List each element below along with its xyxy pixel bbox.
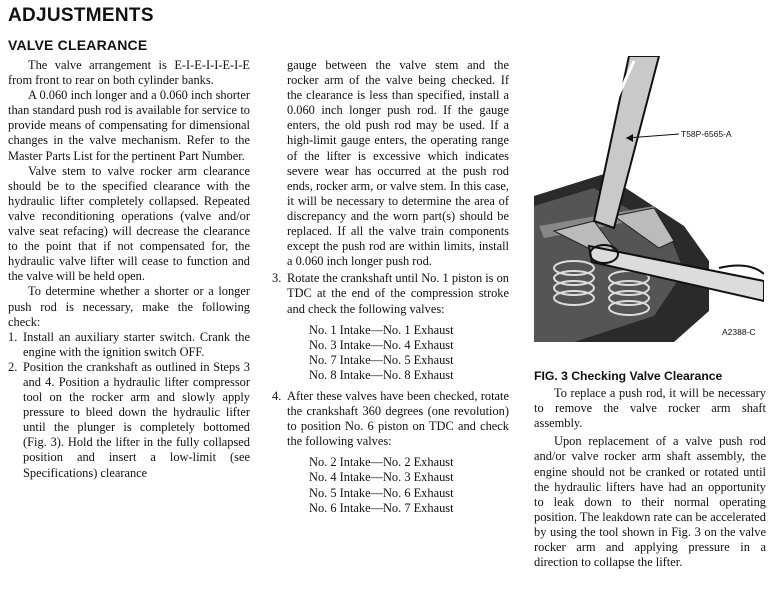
step-number: 1. — [8, 329, 18, 344]
page-heading: ADJUSTMENTS — [8, 5, 154, 26]
valve-list-item: No. 7 Intake—No. 5 Exhaust — [309, 352, 454, 367]
step-number: 3. — [272, 271, 282, 286]
valve-list-item: No. 4 Intake—No. 3 Exhaust — [309, 470, 454, 485]
step-text: Rotate the crankshaft until No. 1 piston is on TDC at the end of the compression stroke and check the following valves: — [287, 271, 509, 316]
step-number: 2. — [8, 359, 18, 374]
paragraph: To determine whether a shorter or a longer push rod is necessary, make the following check: — [8, 284, 250, 329]
valve-list-item: No. 1 Intake—No. 1 Exhaust — [309, 322, 454, 337]
step-3 — [272, 271, 509, 316]
section-heading: VALVE CLEARANCE — [8, 37, 148, 53]
figure-code-label: A2388-C — [722, 327, 756, 337]
step-1 — [8, 330, 250, 360]
valve-list-item: No. 8 Intake—No. 8 Exhaust — [309, 367, 454, 382]
valve-list-item: No. 3 Intake—No. 4 Exhaust — [309, 337, 454, 352]
step-text: Install an auxiliary starter switch. Crank the engine with the ignition switch OFF. — [23, 329, 250, 359]
step-4 — [272, 389, 509, 449]
paragraph: Valve stem to valve rocker arm clearance should be to the specified clearance with the hydraulic lifter completely collapsed. Repeated valve reconditioning operations (valve and/or valve seat refacing) will decrease the clearance to the point that if not compensated for, the hydraulic valve lifter will cease to function and the valve will be held open. — [8, 163, 250, 284]
step-2 — [8, 360, 250, 481]
step-text: After these valves have been checked, rotate the crankshaft 360 degrees (one revolution) to position No. 6 piston on TDC and check the following valves: — [287, 388, 509, 449]
part-number-label: T58P-6565-A — [681, 129, 732, 139]
valve-list-item: No. 2 Intake—No. 2 Exhaust — [309, 455, 454, 470]
figure-caption: FIG. 3 Checking Valve Clearance — [534, 369, 723, 383]
step-number: 4. — [272, 388, 282, 403]
figure-illustration — [534, 56, 764, 342]
paragraph: A 0.060 inch longer and a 0.060 inch shorter than standard push rod is available for service to provide means of compensating for dimensional changes in the valve mechanism. Refer to the Master Parts List for the pertinent Part Number. — [8, 88, 250, 163]
valve-list-2 — [309, 455, 509, 515]
paragraph: Upon replacement of a valve push rod and/or valve rocker arm shaft assembly, the engine should not be cranked or rotated until the hydraulic lifters have had an opportunity to leak down to their normal operating position. The leakdown rate can be accelerated by using the tool shown in Fig. 3 on the valve rocker arm and applying pressure in a direction to collapse the lifter. — [534, 434, 766, 570]
text-column-2 — [272, 58, 509, 522]
text-column-1 — [8, 58, 250, 481]
paragraph: The valve arrangement is E-I-E-I-I-E-I-E from front to rear on both cylinder banks. — [8, 58, 250, 88]
valve-list-item: No. 6 Intake—No. 7 Exhaust — [309, 500, 454, 515]
valve-list-1 — [309, 323, 509, 383]
paragraph: gauge between the valve stem and the rocker arm of the valve being checked. If the clearance is less than specified, install a 0.060 inch longer push rod. If the gauge enters, the old push rod may be used. If a high-limit gauge enters, the operating range of the lifter is excessive which indicates severe wear has occurred at the push rod ends, rocker arm, or valve stem. In this case, it will be necessary to determine the area of discrepancy and the worn part(s) should be replaced. If all the valve train components except the push rod are within limits, install a 0.060 inch longer push rod. — [287, 58, 509, 269]
paragraph: To replace a push rod, it will be necessary to remove the valve rocker arm shaft assembly. — [534, 386, 766, 431]
step-text: Position the crankshaft as outlined in Steps 3 and 4. Position a hydraulic lifter compressor tool on the rocker arm and slowly apply pressure to bleed down the hydraulic lifter until the plunger is completely bottomed (Fig. 3). Hold the lifter in the fully collapsed position and insert a low-limit (see Specifications) clearance — [23, 359, 250, 480]
text-column-3 — [534, 369, 766, 570]
valve-list-item: No. 5 Intake—No. 6 Exhaust — [309, 485, 454, 500]
